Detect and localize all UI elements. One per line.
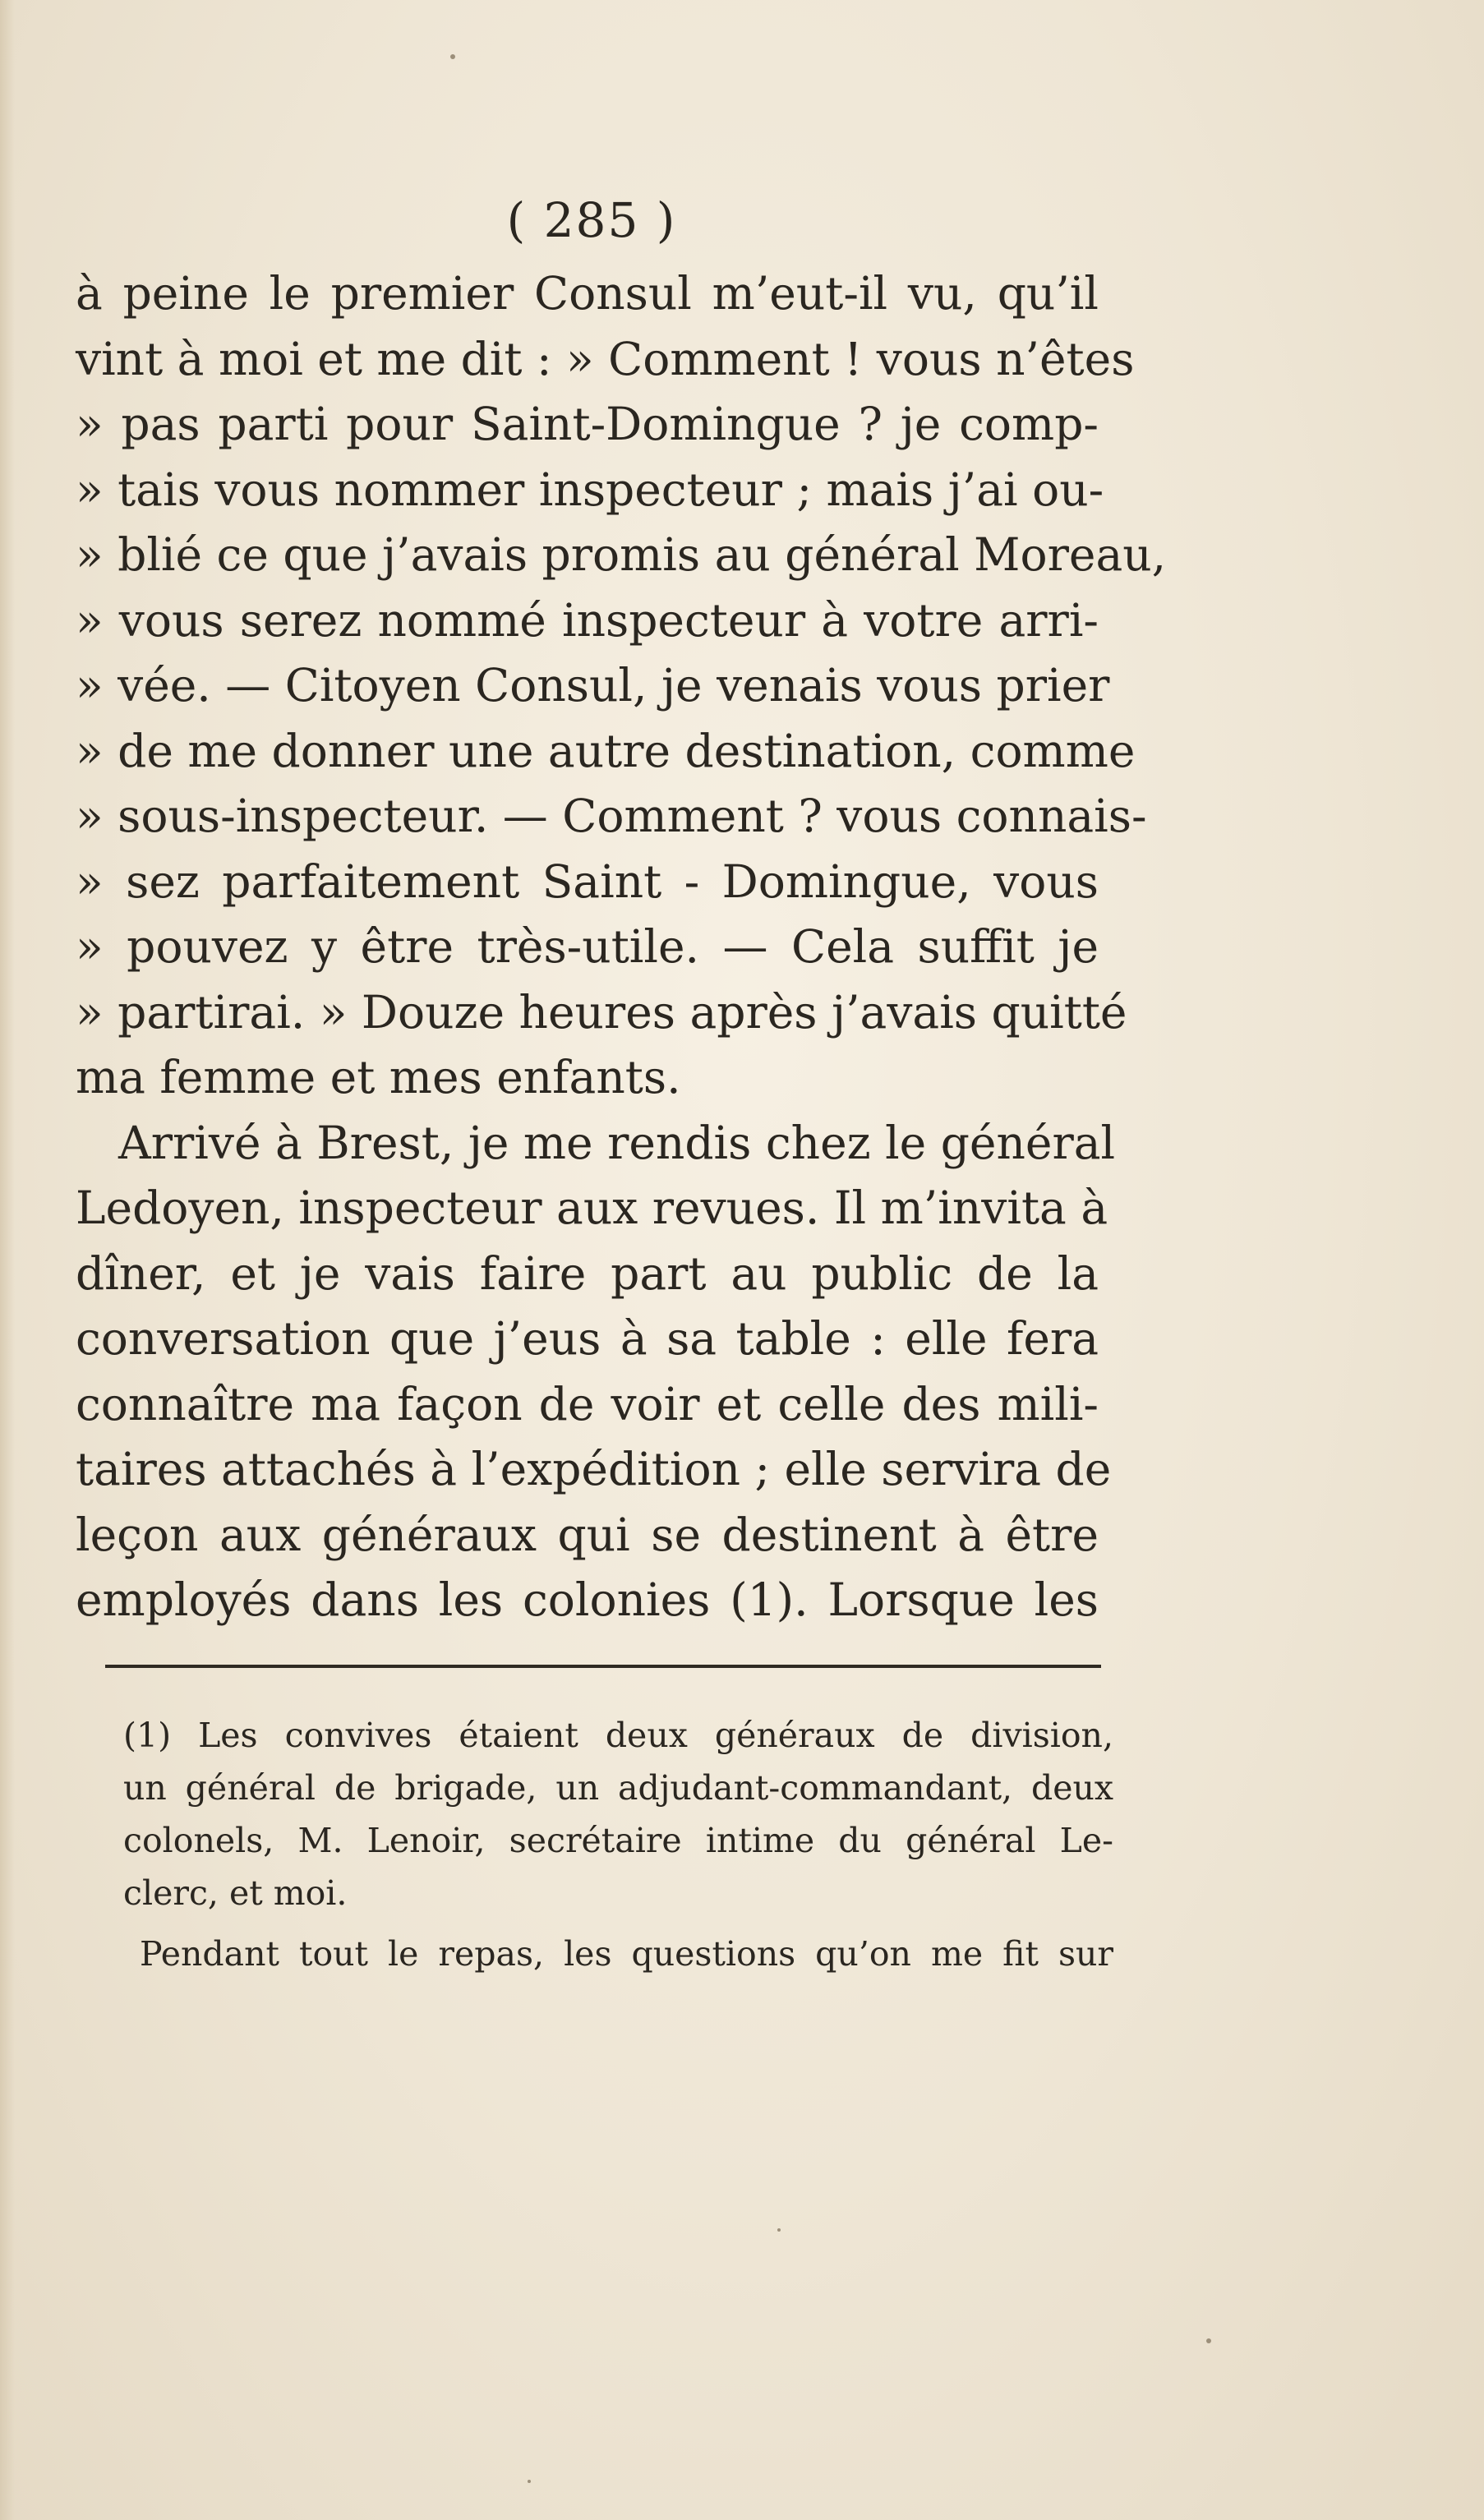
- text-line: » sous-inspecteur. — Comment ? vous connais-: [76, 790, 1147, 842]
- text-line: vint à moi et me dit : » Comment ! vous n’êtes: [76, 332, 1135, 385]
- text-line: » pouvez y être très-utile. — Cela suffit je: [76, 920, 1099, 973]
- text-line: » partirai. » Douze heures après j’avais quitté: [76, 985, 1127, 1039]
- footnote-line: un général de brigade, un adjudant-commandant, deux: [123, 1768, 1113, 1808]
- footnote-line: colonels, M. Lenoir, secrétaire intime du général Le-: [123, 1821, 1113, 1860]
- text-line: » blié ce que j’avais promis au général Moreau,: [76, 528, 1167, 581]
- footnote-line: Pendant tout le repas, les questions qu’on me fit sur: [140, 1934, 1113, 1974]
- text-line: » sez parfaitement Saint - Domingue, vous: [76, 855, 1099, 908]
- text-line: taires attachés à l’expédition ; elle servira de: [76, 1443, 1112, 1495]
- text-line: » pas parti pour Saint-Domingue ? je comp-: [76, 398, 1099, 450]
- text-line: » tais vous nommer inspecteur ; mais j’ai ou-: [76, 463, 1104, 516]
- text-line: » vous serez nommé inspecteur à votre arri-: [76, 593, 1099, 647]
- footnote: [123, 1709, 1113, 1980]
- text-line: connaître ma façon de voir et celle des mili-: [76, 1377, 1099, 1430]
- text-line: Ledoyen, inspecteur aux revues. Il m’invita à: [76, 1182, 1108, 1234]
- text-line: » de me donner une autre destination, comme: [76, 724, 1136, 777]
- text-line: dîner, et je vais faire part au public de la: [76, 1246, 1099, 1300]
- text-line: Arrivé à Brest, je me rendis chez le général: [118, 1116, 1116, 1169]
- page-number: ( 285 ): [506, 192, 677, 248]
- paper-speck: [777, 2228, 781, 2232]
- paper-speck: [450, 54, 455, 59]
- text-line: ma femme et mes enfants.: [76, 1051, 681, 1103]
- footnote-line: (1) Les convives étaient deux généraux de division,: [123, 1716, 1113, 1755]
- paper-speck: [528, 2480, 531, 2483]
- body-text: [76, 261, 1167, 1633]
- footnote-line: clerc, et moi.: [123, 1873, 348, 1913]
- paper-speck: [1206, 2338, 1211, 2343]
- text-line: employés dans les colonies (1). Lorsque les: [76, 1573, 1099, 1626]
- footnote-separator: [105, 1665, 1101, 1668]
- text-line: leçon aux généraux qui se destinent à être: [76, 1508, 1099, 1561]
- page-edge-shadow: [0, 0, 15, 2520]
- text-line: conversation que j’eus à sa table : elle fera: [76, 1312, 1099, 1365]
- text-line: à peine le premier Consul m’eut-il vu, qu’il: [76, 267, 1099, 320]
- text-line: » vée. — Citoyen Consul, je venais vous prier: [76, 659, 1110, 712]
